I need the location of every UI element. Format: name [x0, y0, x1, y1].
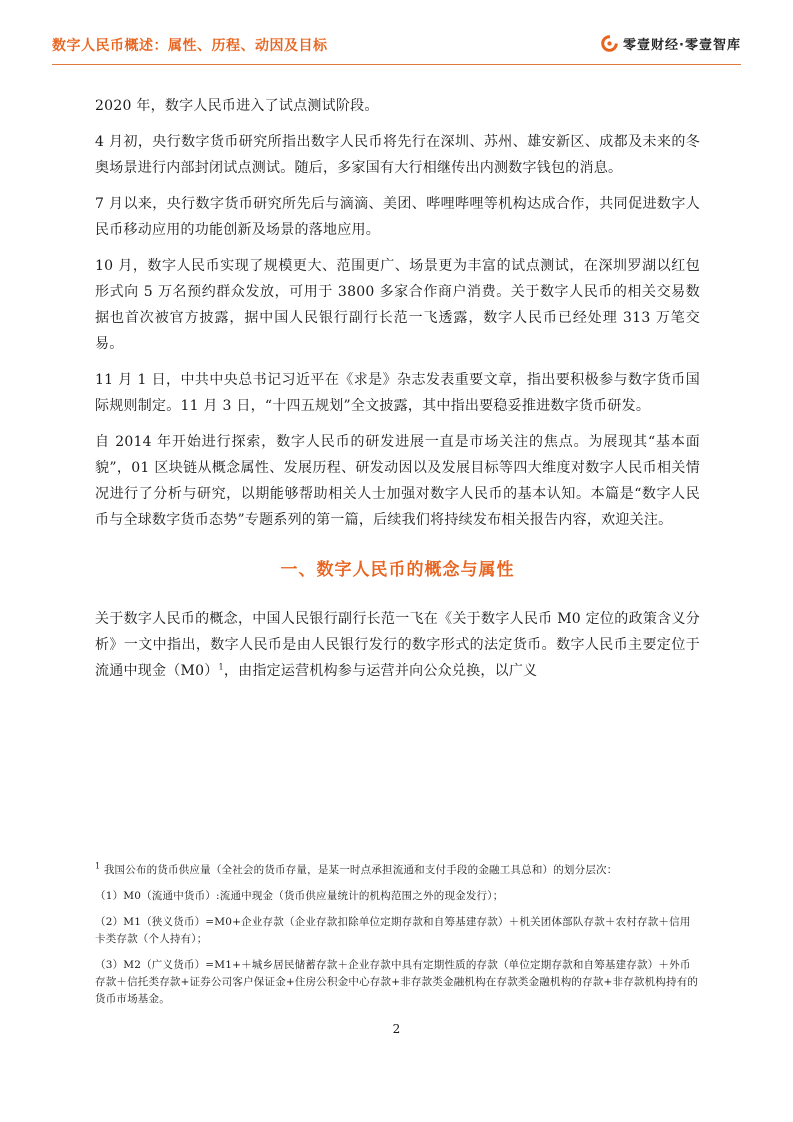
concept-text: 关于数字人民币的概念，中国人民银行副行长范一飞在《关于数字人民币 M0 定位的政策含义分析》一文中指出，数字人民币是由人民银行发行的数字形式的法定货币。数字人民币主要定位于流通中现金（M0） — [95, 611, 700, 679]
footnote-intro — [95, 862, 700, 879]
concept-paragraph — [95, 606, 700, 684]
main-content — [95, 93, 700, 694]
page-number: 2 — [392, 1022, 401, 1036]
footnote-item-m0: （1）M0（流通中货币）:流通中现金（货币供应量统计的机构范围之外的现金发行）； — [95, 890, 504, 902]
footnote-marker: 1 — [95, 861, 101, 871]
brand — [601, 30, 741, 53]
footnote-intro-text: 我国公布的货币供应量（全社会的货币存量，是某一时点承担流通和支付手段的金融工具总和）的划分层次： — [100, 864, 618, 876]
header-title: 数字人民币概述：属性、历程、动因及目标 — [52, 38, 328, 54]
footnotes — [95, 862, 700, 1017]
footnote-reference[interactable]: 1 — [218, 662, 224, 672]
section-title: 一、数字人民币的概念与属性 — [280, 560, 515, 580]
brand-logo-icon — [601, 35, 618, 52]
paragraph: 10 月，数字人民币实现了规模更大、范围更广、场景更为丰富的试点测试，在深圳罗湖以红包形式向 5 万名预约群众发放，可用于 3800 多家合作商户消费。关于数字人民币的相关交易数据也首次被官方披露，据中国人民银行副行长范一飞透露，数字人民币已经处理 313 万笔交易。 — [95, 258, 700, 352]
brand-name: 零壹财经·零壹智库 — [623, 38, 741, 53]
paragraph: 7 月以来，央行数字货币研究所先后与滴滴、美团、哔哩哔哩等机构达成合作，共同促进数字人民币移动应用的功能创新及场景的落地应用。 — [95, 196, 700, 238]
concept-text-continued: ，由指定运营机构参与运营并向公众兑换，以广义 — [223, 663, 538, 679]
paragraph: 自 2014 年开始进行探索，数字人民币的研发进展一直是市场关注的焦点。为展现其“基本面貌”，01 区块链从概念属性、发展历程、研发动因以及发展目标等四大维度对数字人民币相关情况进行了分析与研究，以期能够帮助相关人士加强对数字人民币的基本认知。本篇是“数字人民币与全球数字货币态势”专题系列的第一篇，后续我们将持续发布相关报告内容，欢迎关注。 — [95, 434, 700, 528]
paragraph: 2020 年，数字人民币进入了试点测试阶段。 — [95, 98, 379, 114]
paragraph: 4 月初，央行数字货币研究所指出数字人民币将先行在深圳、苏州、雄安新区、成都及未来的冬奥场景进行内部封闭试点测试。随后，多家国有大行相继传出内测数字钱包的消息。 — [95, 134, 700, 176]
footnote-item-m1: （2）M1（狭义货币）=M0+企业存款（企业存款扣除单位定期存款和自筹基建存款）＋机关团体部队存款＋农村存款＋信用卡类存款（个人持有）； — [95, 916, 691, 945]
paragraph: 11 月 1 日，中共中央总书记习近平在《求是》杂志发表重要文章，指出要积极参与数字货币国际规则制定。11 月 3 日，“十四五规划”全文披露，其中指出要稳妥推进数字货币研发。 — [95, 372, 700, 414]
page-header — [52, 30, 741, 65]
footnote-item-m2: （3）M2（广义货币）=M1+＋城乡居民储蓄存款＋企业存款中具有定期性质的存款（单位定期存款和自筹基建存款）＋外币存款＋信托类存款+证券公司客户保证金+住房公积金中心存款+非存款类金融机构在存款类金融机构的存款+非存款机构持有的货币市场基金。 — [95, 959, 699, 1005]
